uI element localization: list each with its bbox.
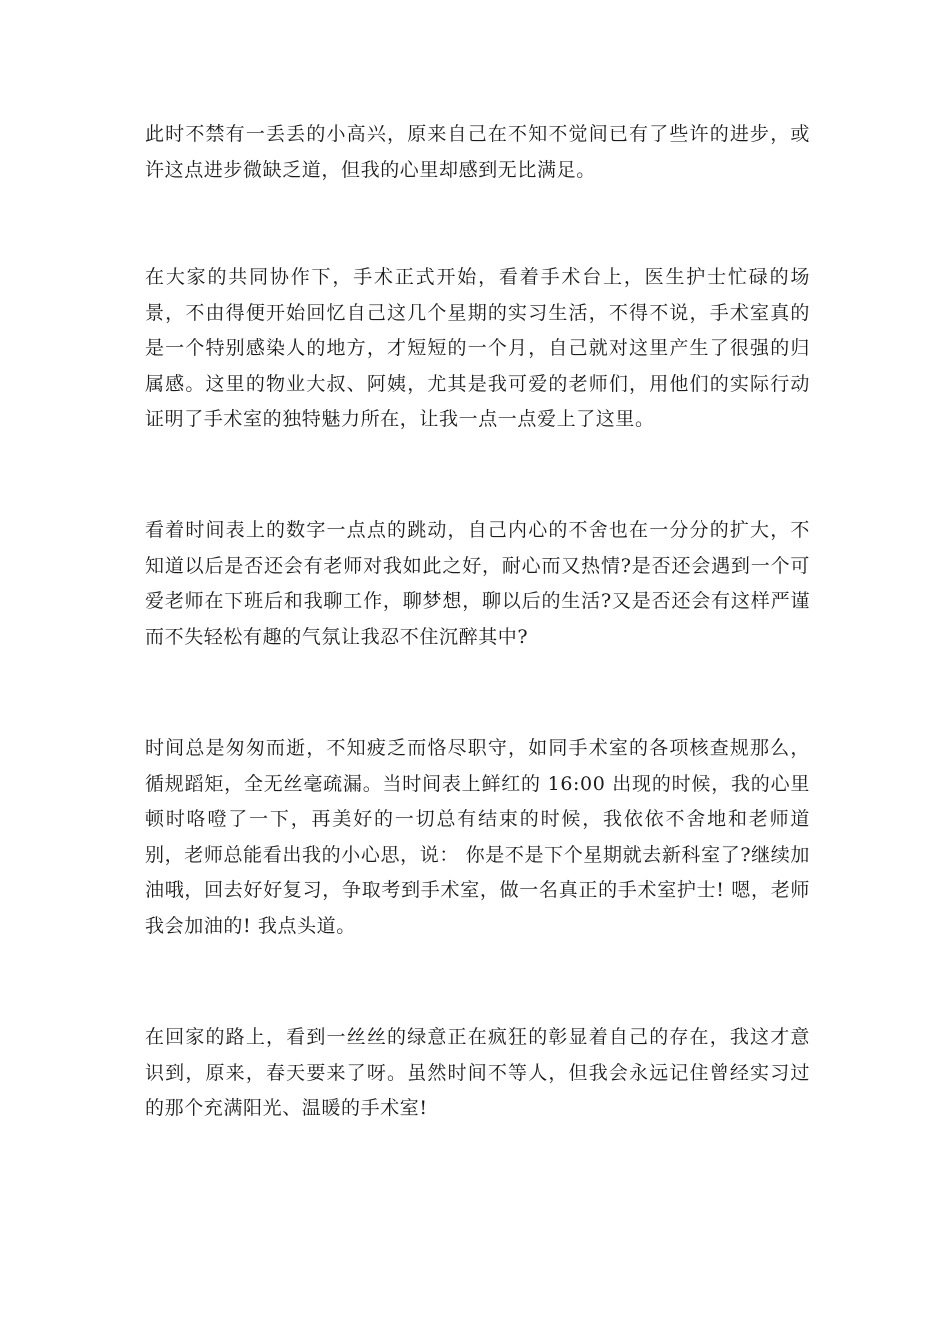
paragraph: 此时不禁有一丢丢的小高兴，原来自己在不知不觉间已有了些许的进步，或许这点进步微缺乏道，但我的心里却感到无比满足。 <box>145 123 810 181</box>
paragraph: 看着时间表上的数字一点点的跳动，自己内心的不舍也在一分分的扩大，不知道以后是否还会有老师对我如此之好，耐心而又热情?是否还会遇到一个可爱老师在下班后和我聊工作，聊梦想，聊以后的生活?又是否还会有这样严谨而不失轻松有趣的气氛让我忍不住沉醉其中? <box>145 519 810 648</box>
paragraph: 在回家的路上，看到一丝丝的绿意正在疯狂的彰显着自己的存在，我这才意识到，原来，春天要来了呀。虽然时间不等人，但我会永远记住曾经实习过的那个充满阳光、温暖的手术室! <box>145 1026 810 1119</box>
paragraph: 时间总是匆匆而逝，不知疲乏而恪尽职守，如同手术室的各项核查规那么，循规蹈矩，全无丝毫疏漏。当时间表上鲜红的 16:00 出现的时候，我的心里顿时咯噔了一下，再美好的一切总有结束的时候，我依依不舍地和老师道别，老师总能看出我的小心思，说： 你是不是下个星期就去新科室了?继续加油哦，回去好好复习，争取考到手术室，做一名真正的手术室护士! 嗯，老师我会加油的! 我点头道。 <box>145 737 810 937</box>
paragraph: 在大家的共同协作下，手术正式开始，看着手术台上，医生护士忙碌的场景，不由得便开始回忆自己这几个星期的实习生活，不得不说，手术室真的是一个特别感染人的地方，才短短的一个月，自己就对这里产生了很强的归属感。这里的物业大叔、阿姨，尤其是我可爱的老师们，用他们的实际行动证明了手术室的独特魅力所在，让我一点一点爱上了这里。 <box>145 266 810 430</box>
